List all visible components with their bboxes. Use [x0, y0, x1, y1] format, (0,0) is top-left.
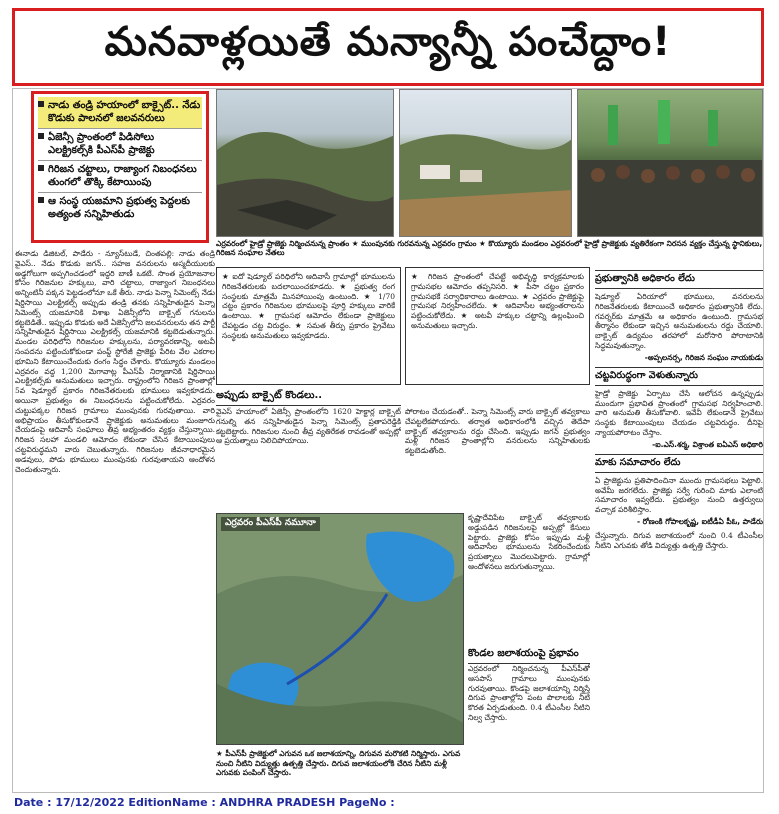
subhead: ఆ సంస్థ యజమాని ప్రభుత్వ పెద్దలకు అత్యంత సన్నిహితుడు — [38, 193, 202, 224]
subhead: ఏజెన్సీ ప్రాంతంలో పిడిసోలు ఎలక్ట్రికల్స్‌కి పీఎస్‌పీ ప్రాజెక్టు — [38, 129, 202, 161]
info-box-left-text: ★ ఐదో షెడ్యూల్ పరిధిలోని ఆదివాసీ గ్రామాల్లో భూములను గిరిజనేతరులకు బదలాయించకూడదు. ★ ప్రభుత్వ రంగ సంస్థలకు మాత్రమే మినహాయింపు ఉంటుంది. ★ 1/70 చట్టం ప్రకారం గిరిజనుల భూములపై పూర్తి హక్కులు వారికే ఉంటాయి. ★ గ్రామసభ ఆమోదం లేకుండా ప్రాజెక్టులు చేపట్టడం చట్ట విరుద్ధం. ★ సమత తీర్పు ప్రకారం ప్రైవేటు సంస్థలకు అనుమతులు ఇవ్వకూడదు. — [222, 272, 395, 340]
left-column-text: ఈనాడు డిజిటల్, పాడేరు - న్యూస్‌టుడే, చింతపల్లి: నాడు తండ్రి వైఎస్‌.. నేడు కొడుకు జగన్‌.. సహజ వనరులను అస్మదీయులకు అడ్డగోలుగా అప్పగించడంలో ఇద్దరి బాణీ ఒకటే. సొంత ప్రయోజనాల కోసం గిరిజనుల హక్కులు, వారి చట్టాలు, రాజ్యాంగ నిబంధనలు అన్నింటినీ పక్కన పెట్టడంలోనూ ఒకే తీరు. నాడు పెన్నా సిమెంట్స్‌ నేడు షిర్డిసాయి ఎలక్ట్రికల్స్‌ అప్పుడు తండ్రి తనకు సన్నిహితుడైన పెన్నా సిమెంట్స్‌ యజమానికి విశాఖ ఏజెన్సీలోని బాక్సైట్ గనులను కట్టబెడితే.. ఇప్పుడు కొడుకు అదే ఏజెన్సీలోని జలవనరులను తన పార్టీ సన్నిహితుడైన షిర్డిసాయి ఎలక్ట్రికల్స్‌ యజమానికి కట్టబెడుతున్నారు. మండల పరిధిలోని గిరిజనుల హక్కులను, పర్యావరణాన్ని, అటవీ సంపదను పట్టించుకోకుండా పంప్డ్ స్టోరేజీ ప్రాజెక్టు పేరిట వేల ఎకరాల భూమిని కేటాయించేందుకు రంగం సిద్ధం చేశారు. కొయ్యూరు మండలం ఎర్రవరం వద్ద 1,200 మెగావాట్ల పీఎస్‌పీ నిర్మాణానికి షిర్డిసాయి ఎలక్ట్రికల్స్‌కు అనుమతులు ఇచ్చారు. రాష్ట్రంలోని గిరిజన ప్రాంతాల్లో 5వ షెడ్యూల్ ప్రకారం గిరిజనేతరులకు భూములు ఇవ్వకూడదు. అయినా ప్రభుత్వం ఈ నిబంధనలను పట్టించుకోలేదు. ఎర్రవరం చుట్టుపక్కల గిరిజన గ్రామాలు ముంపునకు గురవుతాయి. వారి అభిప్రాయం తీసుకోకుండానే ప్రాజెక్టుకు అనుమతులు మంజూరు చేయడంపై ఆదివాసీ సంఘాలు తీవ్ర అభ్యంతరం వ్యక్తం చేస్తున్నాయి. గిరిజన సలహా మండలి ఆమోదం లేకుండా చేసిన కేటాయింపులు చట్టవిరుద్ధమని వారు చెబుతున్నారు. గిరిజనుల జీవనాధారమైన అడవులు, పోడు భూములు ముంపునకు గురవుతాయని ఆందోళన చెందుతున్నారు. — [15, 249, 215, 474]
protest-illustration — [578, 90, 763, 237]
middle-column-1 — [216, 407, 401, 509]
subhead: నాడు తండ్రి హయాంలో బాక్సైట్.. నేడు కొడుకు పాలనలో జలవనరులు — [38, 97, 202, 129]
right-column — [595, 267, 763, 791]
middle-column-2-text: పోరాటం చేయడంతో.. పెన్నా సిమెంట్స్‌ వారు బాక్సైట్ తవ్వకాలు చేపట్టలేకపోయారు. తర్వాత అధికారంలోకి వచ్చిన తెదేపా బాక్సైట్ తవ్వకాలను రద్దు చేసింది. ఇప్పుడు జగన్‌ ప్రభుత్వం మళ్లీ గిరిజన ప్రాంతాల్లోని వనరులను సన్నిహితులకు కట్టబెడుతోంది. — [405, 407, 590, 456]
satellite-map-illustration — [217, 514, 464, 745]
pumped-storage-map — [216, 513, 464, 745]
middle-column-3 — [468, 513, 590, 643]
middle-column-2 — [405, 407, 590, 509]
left-column — [15, 249, 215, 789]
quote-title: మాకు సమాచారం లేదు — [595, 454, 763, 473]
subhead: గిరిజన చట్టాలు, రాజ్యాంగ నిబంధనలు తుంగలో తొక్కి కేటాయింపు — [38, 161, 202, 193]
info-box-right-text: ★ గిరిజన ప్రాంతంలో చేపట్టే అభివృద్ధి కార్యక్రమాలకు గ్రామసభల ఆమోదం తప్పనిసరి. ★ పీసా చట్టం ప్రకారం గ్రామసభకే సర్వాధికారాలు ఉంటాయి. ★ ఎర్రవరం ప్రాజెక్టుపై గ్రామసభ నిర్వహించలేదు. ★ ఆదివాసీల అభ్యంతరాలను పట్టించుకోలేదు. ★ అటవీ హక్కుల చట్టాన్ని ఉల్లంఘించి అనుమతులు ఇచ్చారు. — [411, 272, 584, 330]
middle-column-3b-text: ఎర్రవరంలో నిర్మించనున్న పీఎస్‌పీతో ఆసపాస్ గ్రామాలు ముంపునకు గురవుతాయి. కొండపై జలాశయాన్ని నిర్మిస్తే దిగువ ప్రాంతాల్లోని పంట పొలాలకు నీటి కొరత ఏర్పడుతుంది. 0.4 టీఎంసీల నీటిని నిల్వ చేస్తారు. — [468, 664, 590, 722]
photo-erravaram-village — [399, 89, 572, 237]
photo-project-site — [216, 89, 394, 237]
section-title-bauxite: అప్పుడు బాక్సైట్ కొండలు.. — [216, 389, 401, 406]
map-caption: ★ పీఎస్‌పీ ప్రాజెక్టులో ఎగువన ఒక జలాశయాన్ని, దిగువన మరొకటి నిర్మిస్తారు. ఎగువ నుంచి నీటిని విద్యుత్తు ఉత్పత్తి చేస్తారు. దిగువ జలాశయంలోకి చేరిన నీటిని మళ్లీ ఎగువకు పంపింగ్ చేస్తారు. — [216, 749, 461, 777]
headline: మనవాళ్లయితే మన్యాన్నీ పంచేద్దాం! — [12, 8, 764, 86]
article-body — [12, 88, 764, 793]
quote-text: ఏ ప్రాజెక్టును ప్రతిపాదించినా ముందు గ్రామసభలు పెట్టాలి. అవేమీ జరగలేదు. ప్రాజెక్టు సర్వే గురించి మాకు ఎలాంటి సమాచారం ఇవ్వలేదు. ప్రభుత్వం నుంచి ఉత్తర్వులు వచ్చాక పరిశీలిస్తాం. — [595, 475, 763, 515]
info-box-left — [216, 267, 401, 385]
village-illustration — [400, 90, 572, 237]
section-title-reservoir: కొండల జలాశయంపై ప్రభావం — [468, 647, 590, 664]
info-box-right — [405, 267, 590, 385]
middle-column-3-text: కృష్ణాదేవిపేట బాక్సైట్ తవ్వకాలకు అడ్డుపడిన గిరిజనులపై అప్పట్లో కేసులు పెట్టారు. ప్రాజెక్టు కోసం ఇప్పుడు మళ్లీ ఆదివాసీల భూములను సేకరించేందుకు ప్రయత్నాలు మొదలుపెట్టారు. గ్రామాల్లో ఆందోళనలు జరుగుతున్నాయి. — [468, 513, 590, 571]
quote-text: షెడ్యూల్ ఏరియాలో భూములు, వనరులను గిరిజనేతరులకు కేటాయించే అధికారం ప్రభుత్వానికి లేదు. గవర్నర్‌కు మాత్రమే ఆ అధికారం ఉంటుంది. గ్రామసభ తీర్మానం లేకుండా ఇచ్చిన అనుమతులను రద్దు చేయాలి. బాక్సైట్ ఉద్యమం తరహాలో మరోసారి పోరాటానికి సిద్ధమవుతున్నాం. — [595, 292, 763, 350]
quote-text: హైడ్రో ప్రాజెక్టు ఏర్పాటు చేసే ఆలోచన ఉన్నప్పుడు ముందుగా ప్రభావిత ప్రాంతంలో గ్రామసభ నిర్వహించాలి. వారి అనుమతి తీసుకోవాలి. ఇవేవీ లేకుండానే ప్రైవేటు సంస్థకు కేటాయింపులు చేయడం చట్టవిరుద్ధం. దీనిపై న్యాయపోరాటం చేస్తాం. — [595, 388, 763, 437]
quote-signature: - రోణంకి గోపాలకృష్ణ, ఐటీడీఏ పీఓ, పాడేరు — [636, 516, 763, 526]
quote-title: ప్రభుత్వానికి అధికారం లేదు — [595, 270, 763, 289]
photo-captions: ఎర్రవరంలో హైడ్రో ప్రాజెక్టు నిర్మించనున్న ప్రాంతం ★ ముంపునకు గురవనున్న ఎర్రవరం గ్రామం ★ కొయ్యూరు మండలం ఎర్రవరంలో హైడ్రో ప్రాజెక్టుకు వ్యతిరేకంగా నిరసన వ్యక్తం చేస్తున్న స్థానికులు, గిరిజన సంఘాల నేతలు — [216, 239, 763, 257]
subheads-box — [31, 91, 209, 243]
hills-illustration — [217, 90, 394, 237]
map-label: ఎర్రవరం పీఎస్‌పీ నమూనా — [221, 517, 320, 531]
edition-footer: Date : 17/12/2022 EditionName : ANDHRA PRADESH PageNo : — [14, 796, 395, 809]
photo-protest — [577, 89, 763, 237]
quote-signature: -అప్పలనర్స, గిరిజన సంఘం నాయకుడు — [644, 352, 763, 362]
middle-column-1-text: వైఎస్‌ హయాంలో ఏజెన్సీ ప్రాంతంలోని 1620 హెక్టార్ల బాక్సైట్ గనుల్ని తన సన్నిహితుడైన పెన్నా సిమెంట్స్‌ ప్రతాపరెడ్డికి కట్టబెట్టారు. గిరిజనుల నుంచి తీవ్ర వ్యతిరేకత రావడంతో అప్పట్లో ఆ ప్రయత్నాలు నిలిచిపోయాయి. — [216, 407, 401, 446]
quote-signature: -ఐ.ఎస్‌.శర్మ, విశ్రాంత ఐఏఎస్‌ అధికారి — [652, 439, 763, 449]
middle-column-3b — [468, 664, 590, 791]
right-column-tail: చేస్తున్నారు. దిగువ జలాశయంలో నుంచి 0.4 టీఎంసీల నీటిని ఎగువకు తోడి విద్యుత్తు ఉత్పత్తి చేస్తారు. — [595, 530, 763, 550]
quote-title: చట్టవిరుద్ధంగా వెళుతున్నారు — [595, 367, 763, 386]
